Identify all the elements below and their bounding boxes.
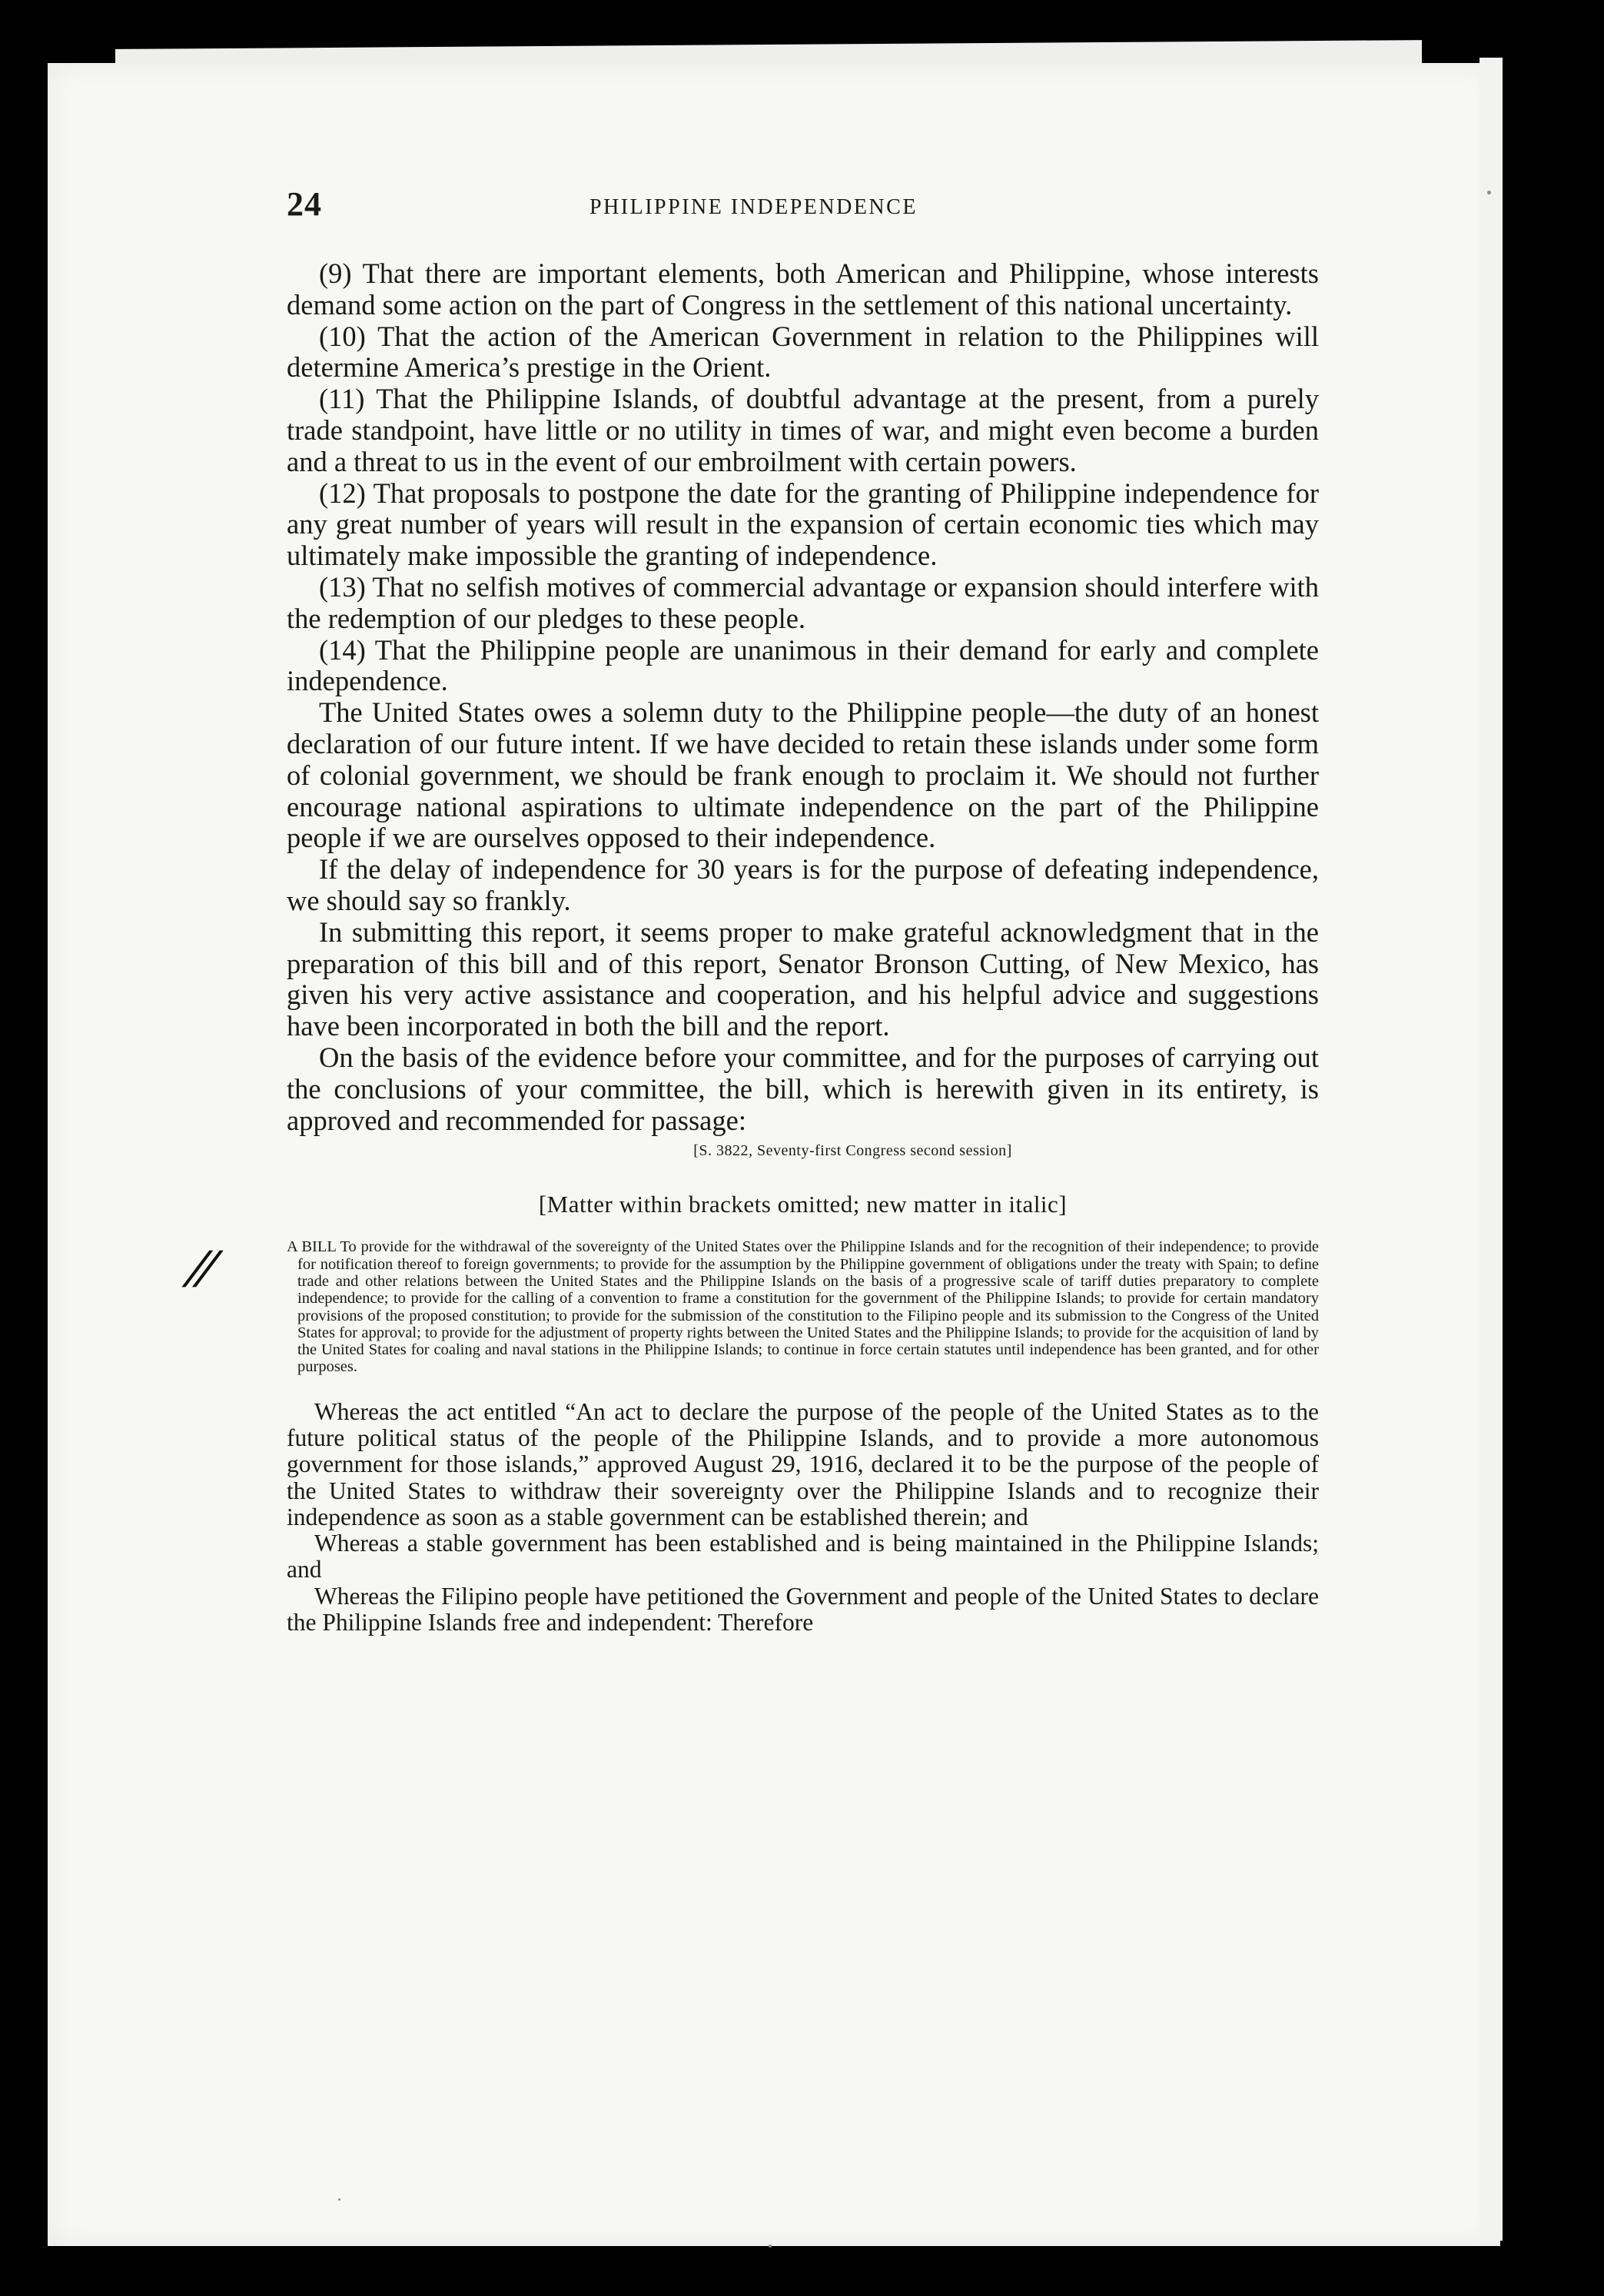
- bracket-note: [Matter within brackets omitted; new matter in italic]: [538, 1191, 1068, 1218]
- paragraph: (11) That the Philippine Islands, of doubtful advantage at the present, from a purely trade standpoint, have little or no utility in times of war, and might even become a burden and a threat to us in the event of our embroilment with certain powers.: [287, 383, 1319, 477]
- report-body: [287, 258, 1319, 1136]
- scan-speck: [769, 2244, 772, 2248]
- page-content: [183, 184, 1319, 1636]
- handwritten-mark: //: [183, 1241, 218, 1294]
- scan-speck: [338, 2198, 340, 2201]
- paragraph: (10) That the action of the American Government in relation to the Philippines will determine America’s prestige in the Orient.: [287, 320, 1319, 384]
- paragraph: (13) That no selfish motives of commercial advantage or expansion should interfere with the redemption of our pledges to these people.: [287, 570, 1319, 634]
- paragraph: In submitting this report, it seems proper to make grateful acknowledgment that in the preparation of this bill and of this report, Senator Bronson Cutting, of New Mexico, has given his very active assistance and cooperation, and his helpful advice and suggestions have been incorporated in both the bill and the report.: [287, 915, 1319, 1042]
- whereas-clause: Whereas the Filipino people have petitioned the Government and people of the United States to declare the Philippine Islands free and independent: Therefore: [287, 1582, 1319, 1636]
- bill-reference: [S. 3822, Seventy-first Congress second session]: [693, 1142, 1012, 1160]
- whereas-clause: Whereas a stable government has been established and is being maintained in the Philippine Islands; and: [287, 1530, 1319, 1583]
- paragraph: On the basis of the evidence before your committee, and for the purposes of carrying out the conclusions of your committee, the bill, which is herewith given in its entirety, is approved and recommended for passage:: [287, 1041, 1319, 1136]
- paragraph: If the delay of independence for 30 years is for the purpose of defeating independence, we should say so frankly.: [287, 853, 1319, 916]
- paper-edge-right: [1479, 58, 1503, 2241]
- page-header: [287, 184, 1319, 231]
- scan-speck: [1487, 191, 1491, 194]
- paragraph: (14) That the Philippine people are unanimous in their demand for early and complete independence.: [287, 633, 1319, 697]
- page-number: 24: [287, 185, 322, 223]
- bill-title: A BILL To provide for the withdrawal of the sovereignty of the United States over the Philippine Islands and for the recognition of their independence; to provide for notification thereof to foreign governments; to provide for the assumption by the Philippine government of obligations under the treaty with Spain; to define trade and other relations between the United States and the Philippine Islands on the basis of a progressive scale of tariff duties preparatory to complete independence; to provide for the calling of a convention to frame a constitution for the government of the Philippine Islands; to provide for certain mandatory provisions of the proposed constitution; to provide for the submission of the constitution to the Filipino people and its submission to the Congress of the United States for approval; to provide for the adjustment of property rights between the United States and the Philippine Islands; to provide for the acquisition of land by the United States for coaling and naval stations in the Philippine Islands; to continue in force certain statutes until independence has been granted, and for other purposes.: [287, 1238, 1319, 1376]
- paragraph: (12) That proposals to postpone the date for the granting of Philippine independence for any great number of years will result in the expansion of certain economic ties which may ultimately make impossible the granting of independence.: [287, 477, 1319, 572]
- paragraph: The United States owes a solemn duty to the Philippine people—the duty of an honest declaration of our future intent. If we have decided to retain these islands under some form of colonial government, we should be frank enough to proclaim it. We should not further encourage national aspirations to ultimate independence on the part of the Philippine people if we are ourselves opposed to their independence.: [287, 696, 1319, 854]
- paragraph: (9) That there are important elements, both American and Philippine, whose interests demand some action on the part of Congress in the settlement of this national uncertainty.: [287, 258, 1319, 321]
- whereas-clauses: [287, 1399, 1319, 1636]
- running-head: PHILIPPINE INDEPENDENCE: [589, 195, 918, 219]
- bill-block: [183, 1238, 1319, 1376]
- whereas-clause: Whereas the act entitled “An act to declare the purpose of the people of the United States as to the future political status of the people of the Philippine Islands, and to provide a more autonomous government for those islands,” approved August 29, 1916, declared it to be the purpose of the people of the United States to withdraw their sovereignty over the Philippine Islands and to recognize their independence as soon as a stable government can be established therein; and: [287, 1397, 1319, 1530]
